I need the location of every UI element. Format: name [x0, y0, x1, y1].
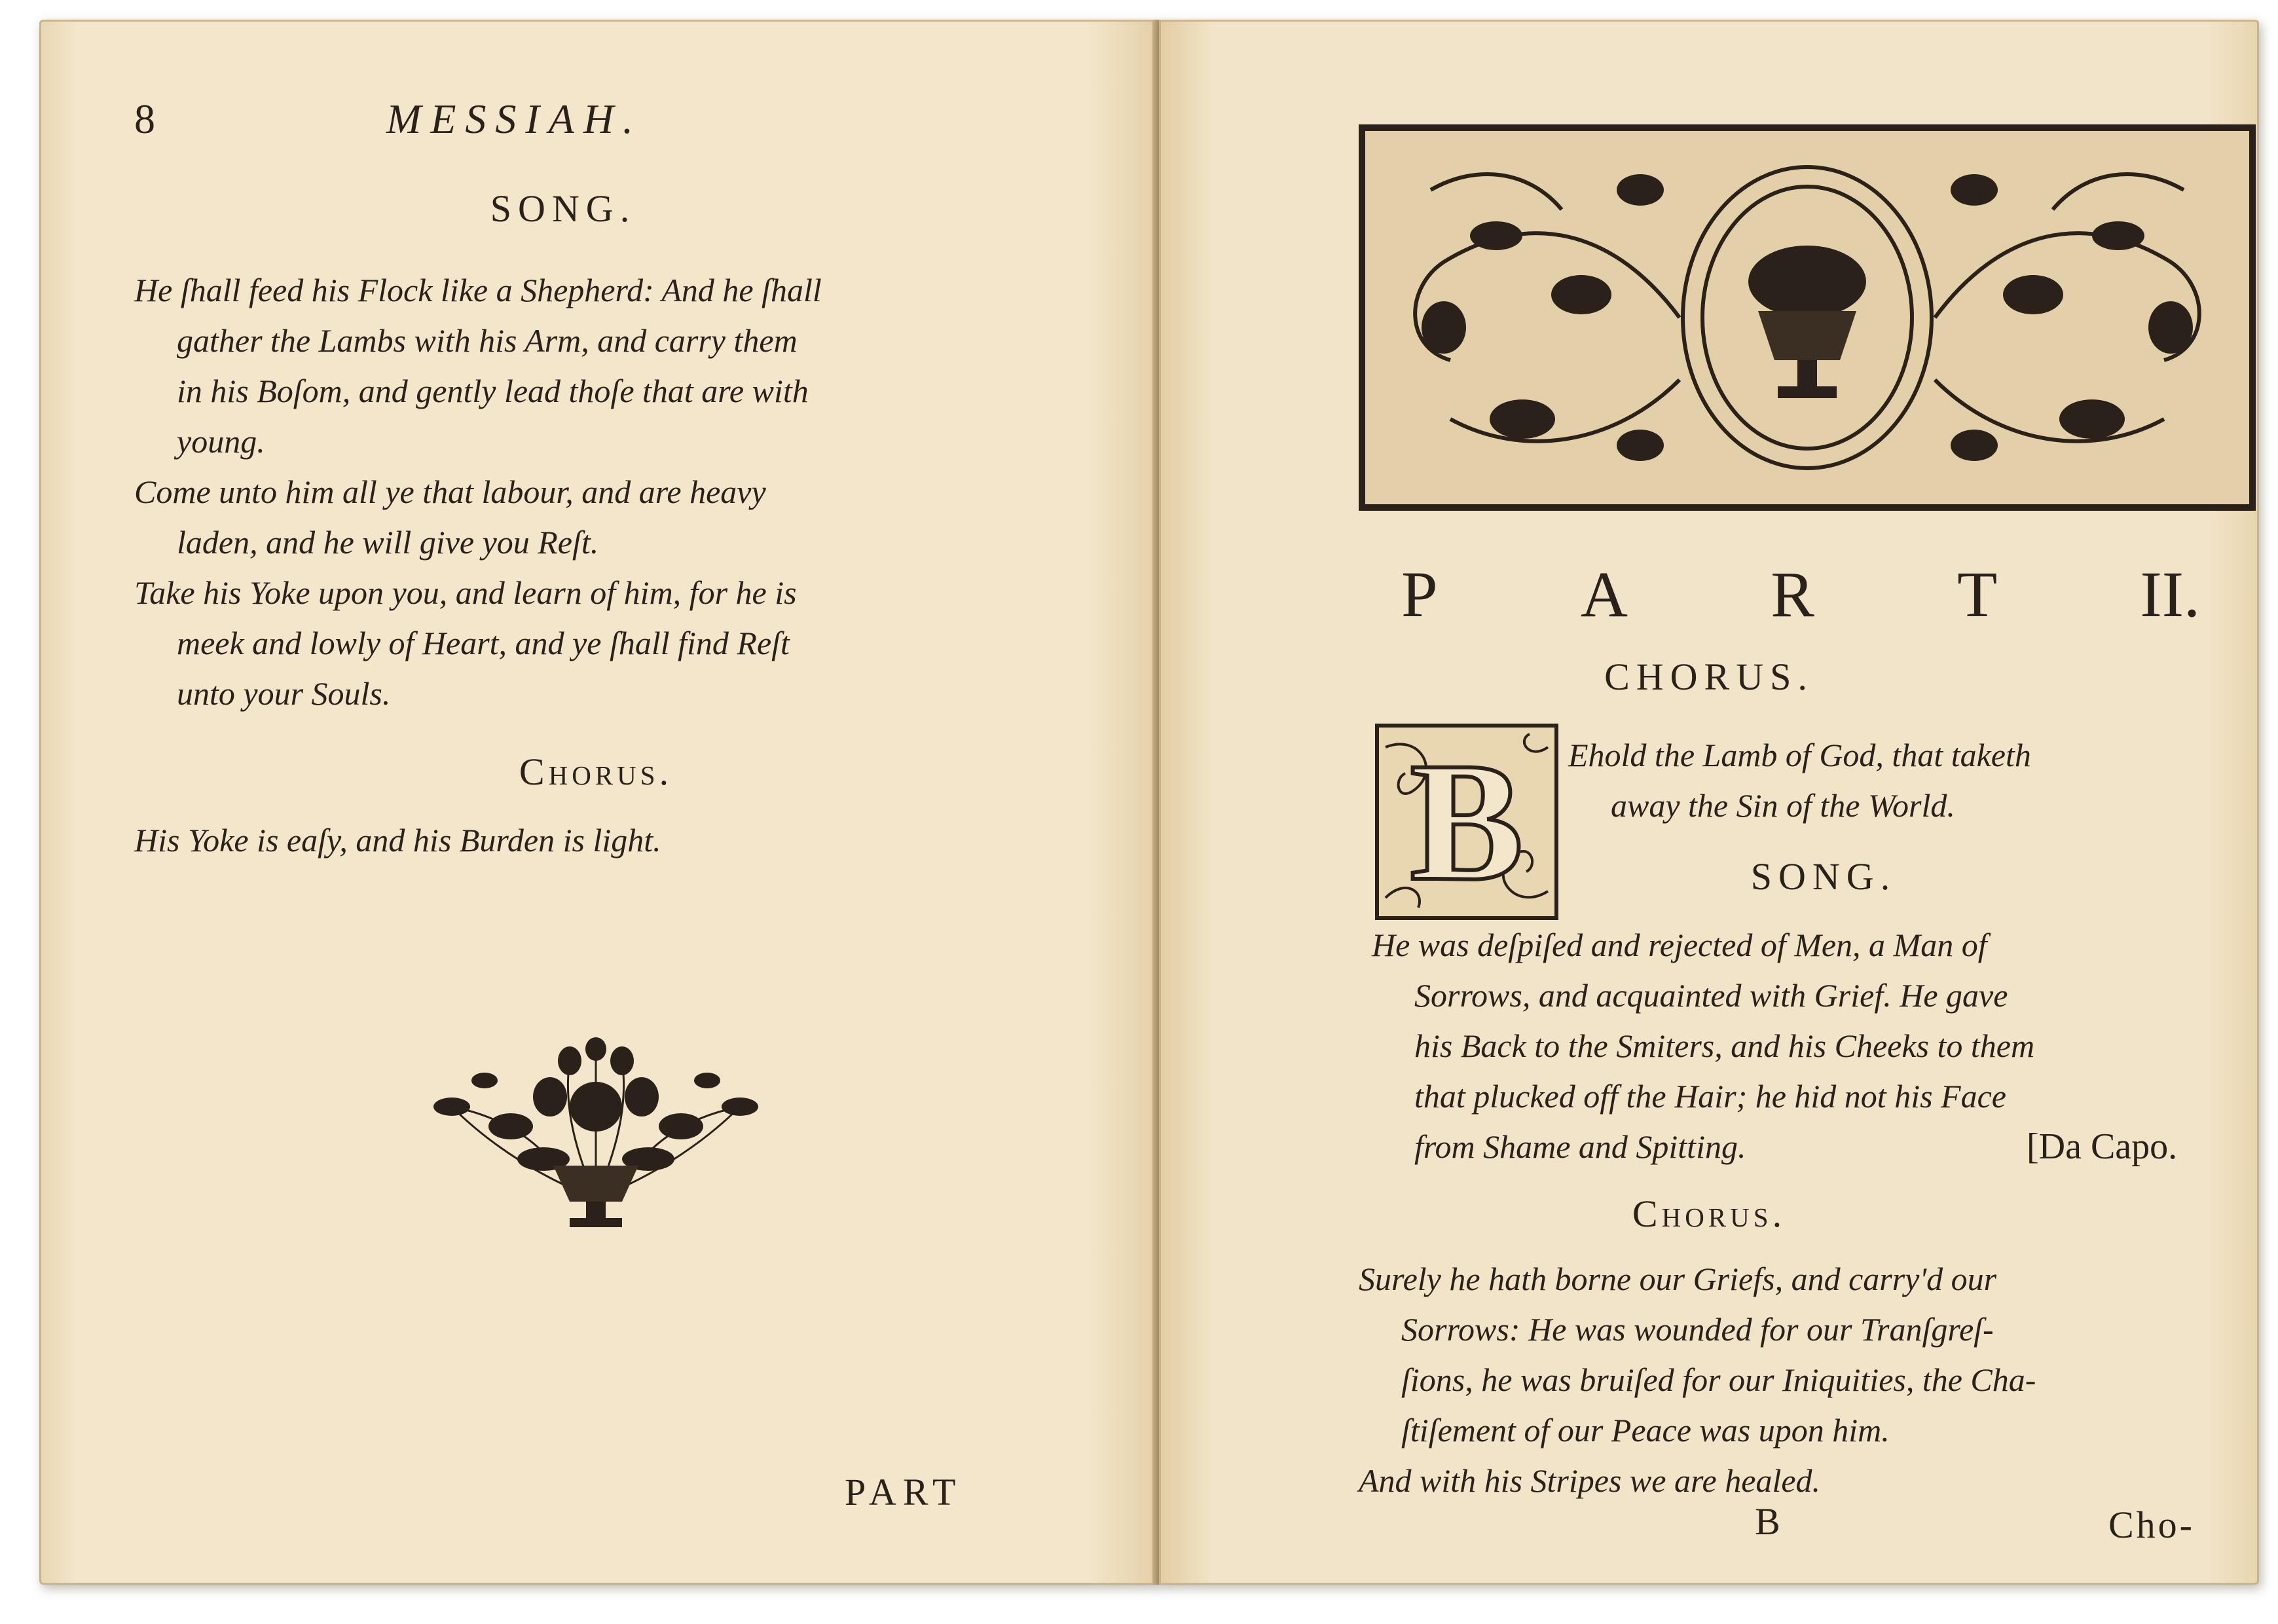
chorus-line: away the Sin of the World. [1611, 787, 1955, 824]
part-title-letter: T [1957, 558, 1998, 631]
song-line [1372, 1122, 2178, 1172]
running-title: MESSIAH. [386, 96, 643, 142]
song-line: his Back to the Smiters, and his Cheeks to them [1414, 1027, 2035, 1064]
chorus-text [1568, 730, 2031, 831]
song-text [134, 265, 822, 719]
chorus-line: His Yoke is eaſy, and his Burden is light. [134, 822, 661, 858]
part-title-letter: P [1401, 558, 1438, 631]
song-line: young. [177, 423, 265, 460]
song-heading: SONG. [1750, 855, 1897, 898]
chorus-line: Sorrows: He was wounded for our Tranſgreſ- [1401, 1311, 1994, 1348]
song-line: He ſhall feed his Flock like a Shepherd: And he ſhall [134, 272, 822, 308]
part-title-numeral: II. [2140, 558, 2200, 631]
catchword: Cho- [2108, 1504, 2195, 1546]
song-line: He was deſpiſed and rejected of Men, a Man of [1372, 927, 1987, 963]
chorus-text [134, 815, 661, 866]
part-title-letter: R [1771, 558, 1814, 631]
chorus-line: Surely he hath borne our Griefs, and carry'd our [1359, 1261, 1997, 1297]
chorus-line: ſions, he was bruiſed for our Iniquities, the Cha- [1401, 1361, 2036, 1398]
open-book [39, 20, 2259, 1585]
page-number: 8 [134, 96, 155, 142]
flower-vase-ornament [413, 1035, 779, 1244]
song-line: Sorrows, and acquainted with Grief. He gave [1414, 977, 2008, 1014]
dropcap-letter: B [1410, 727, 1524, 916]
part-title-letter: A [1580, 558, 1628, 631]
song-line: Come unto him all ye that labour, and are heavy [134, 473, 766, 510]
headpiece-ornament [1359, 124, 2256, 511]
song-line: Take his Yoke upon you, and learn of him, for he is [134, 574, 797, 611]
chorus-heading: CHORUS. [1604, 655, 1814, 698]
da-capo-mark: [Da Capo. [2027, 1126, 2178, 1167]
catchword: PART [845, 1471, 963, 1513]
chorus-line: And with his Stripes we are healed. [1359, 1462, 1821, 1499]
chorus-line: Ehold the Lamb of God, that taketh [1568, 737, 2031, 773]
chorus-line: ſtiſement of our Peace was upon him. [1401, 1412, 1890, 1449]
song-line: unto your Souls. [177, 675, 391, 712]
song-line: meek and lowly of Heart, and ye ſhall find Reſt [177, 625, 790, 661]
song-line: laden, and he will give you Reſt. [177, 524, 599, 561]
chorus-heading: Chorus. [1632, 1192, 1786, 1235]
chorus-text [1359, 1254, 2036, 1506]
song-heading: SONG. [490, 187, 636, 230]
part-title [1401, 557, 2200, 632]
chorus-heading: Chorus. [519, 750, 673, 793]
song-line: gather the Lambs with his Arm, and carry them [177, 322, 798, 359]
dropcap-ornament [1375, 724, 1558, 920]
signature-mark: B [1755, 1500, 1780, 1543]
song-text [1372, 920, 2178, 1172]
song-line: that plucked off the Hair; he hid not his Face [1414, 1078, 2006, 1115]
song-line-text: from Shame and Spitting. [1414, 1128, 1746, 1165]
left-page [39, 20, 1159, 1585]
song-line: in his Boſom, and gently lead thoſe that are with [177, 373, 809, 409]
